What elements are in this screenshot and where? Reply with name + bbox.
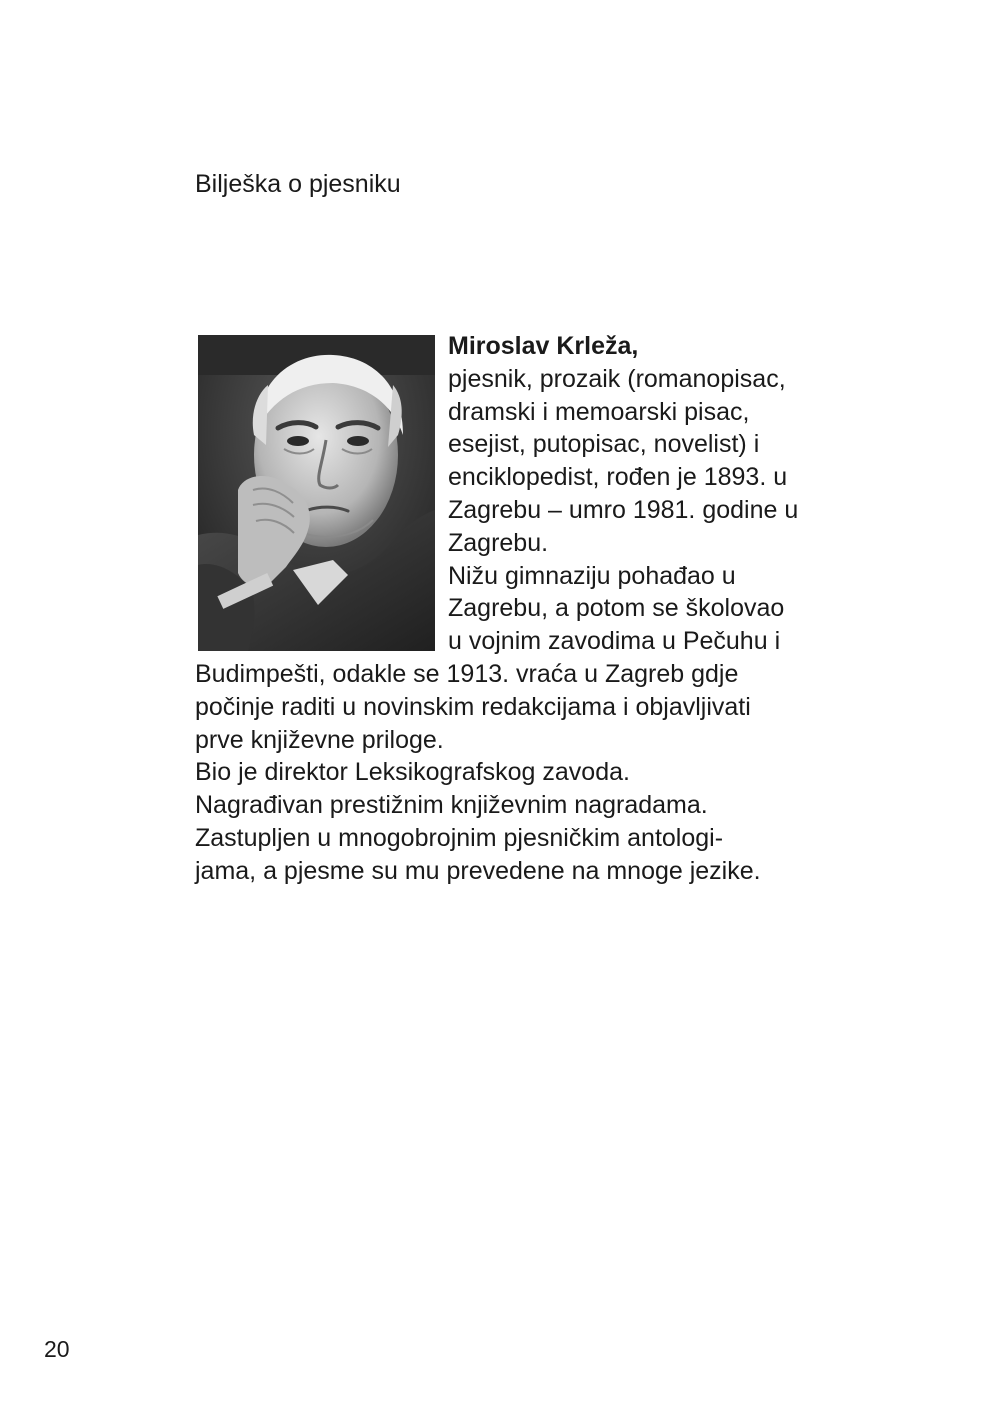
bio-line: u vojnim zavodima u Pečuhu i xyxy=(448,627,781,656)
bio-line: dramski i memoarski pisac, xyxy=(448,397,750,426)
author-name: Miroslav Krleža, xyxy=(448,332,639,360)
bio-line: Budimpešti, odakle se 1913. vraća u Zagreb gdje xyxy=(195,659,739,688)
bio-line: Nižu gimnaziju pohađao u xyxy=(448,561,736,590)
page-number: 20 xyxy=(44,1336,70,1362)
portrait-illustration xyxy=(198,335,435,651)
bio-line: enciklopedist, rođen je 1893. u xyxy=(448,463,788,492)
bio-line: Zagrebu – umro 1981. godine u xyxy=(448,495,799,524)
bio-line: Zagrebu. xyxy=(448,528,549,557)
bio-line: Zastupljen u mnogobrojnim pjesničkim antologi- xyxy=(195,823,724,852)
bio-line: prve književne priloge. xyxy=(195,725,444,754)
author-portrait-photo xyxy=(198,335,435,651)
bio-line: Nagrađivan prestižnim književnim nagradama. xyxy=(195,791,708,820)
bio-line: Zagrebu, a potom se školovao xyxy=(448,594,785,623)
bio-line: Bio je direktor Leksikografskog zavoda. xyxy=(195,758,630,787)
bio-line: jama, a pjesme su mu prevedene na mnoge jezike. xyxy=(195,856,761,885)
bio-line: počinje raditi u novinskim redakcijama i objavljivati xyxy=(195,692,751,721)
author-bio xyxy=(195,330,845,888)
bio-line: esejist, putopisac, novelist) i xyxy=(448,430,760,459)
bio-line: pjesnik, prozaik (romanopisac, xyxy=(448,364,786,393)
section-title: Bilješka o pjesniku xyxy=(195,170,401,198)
